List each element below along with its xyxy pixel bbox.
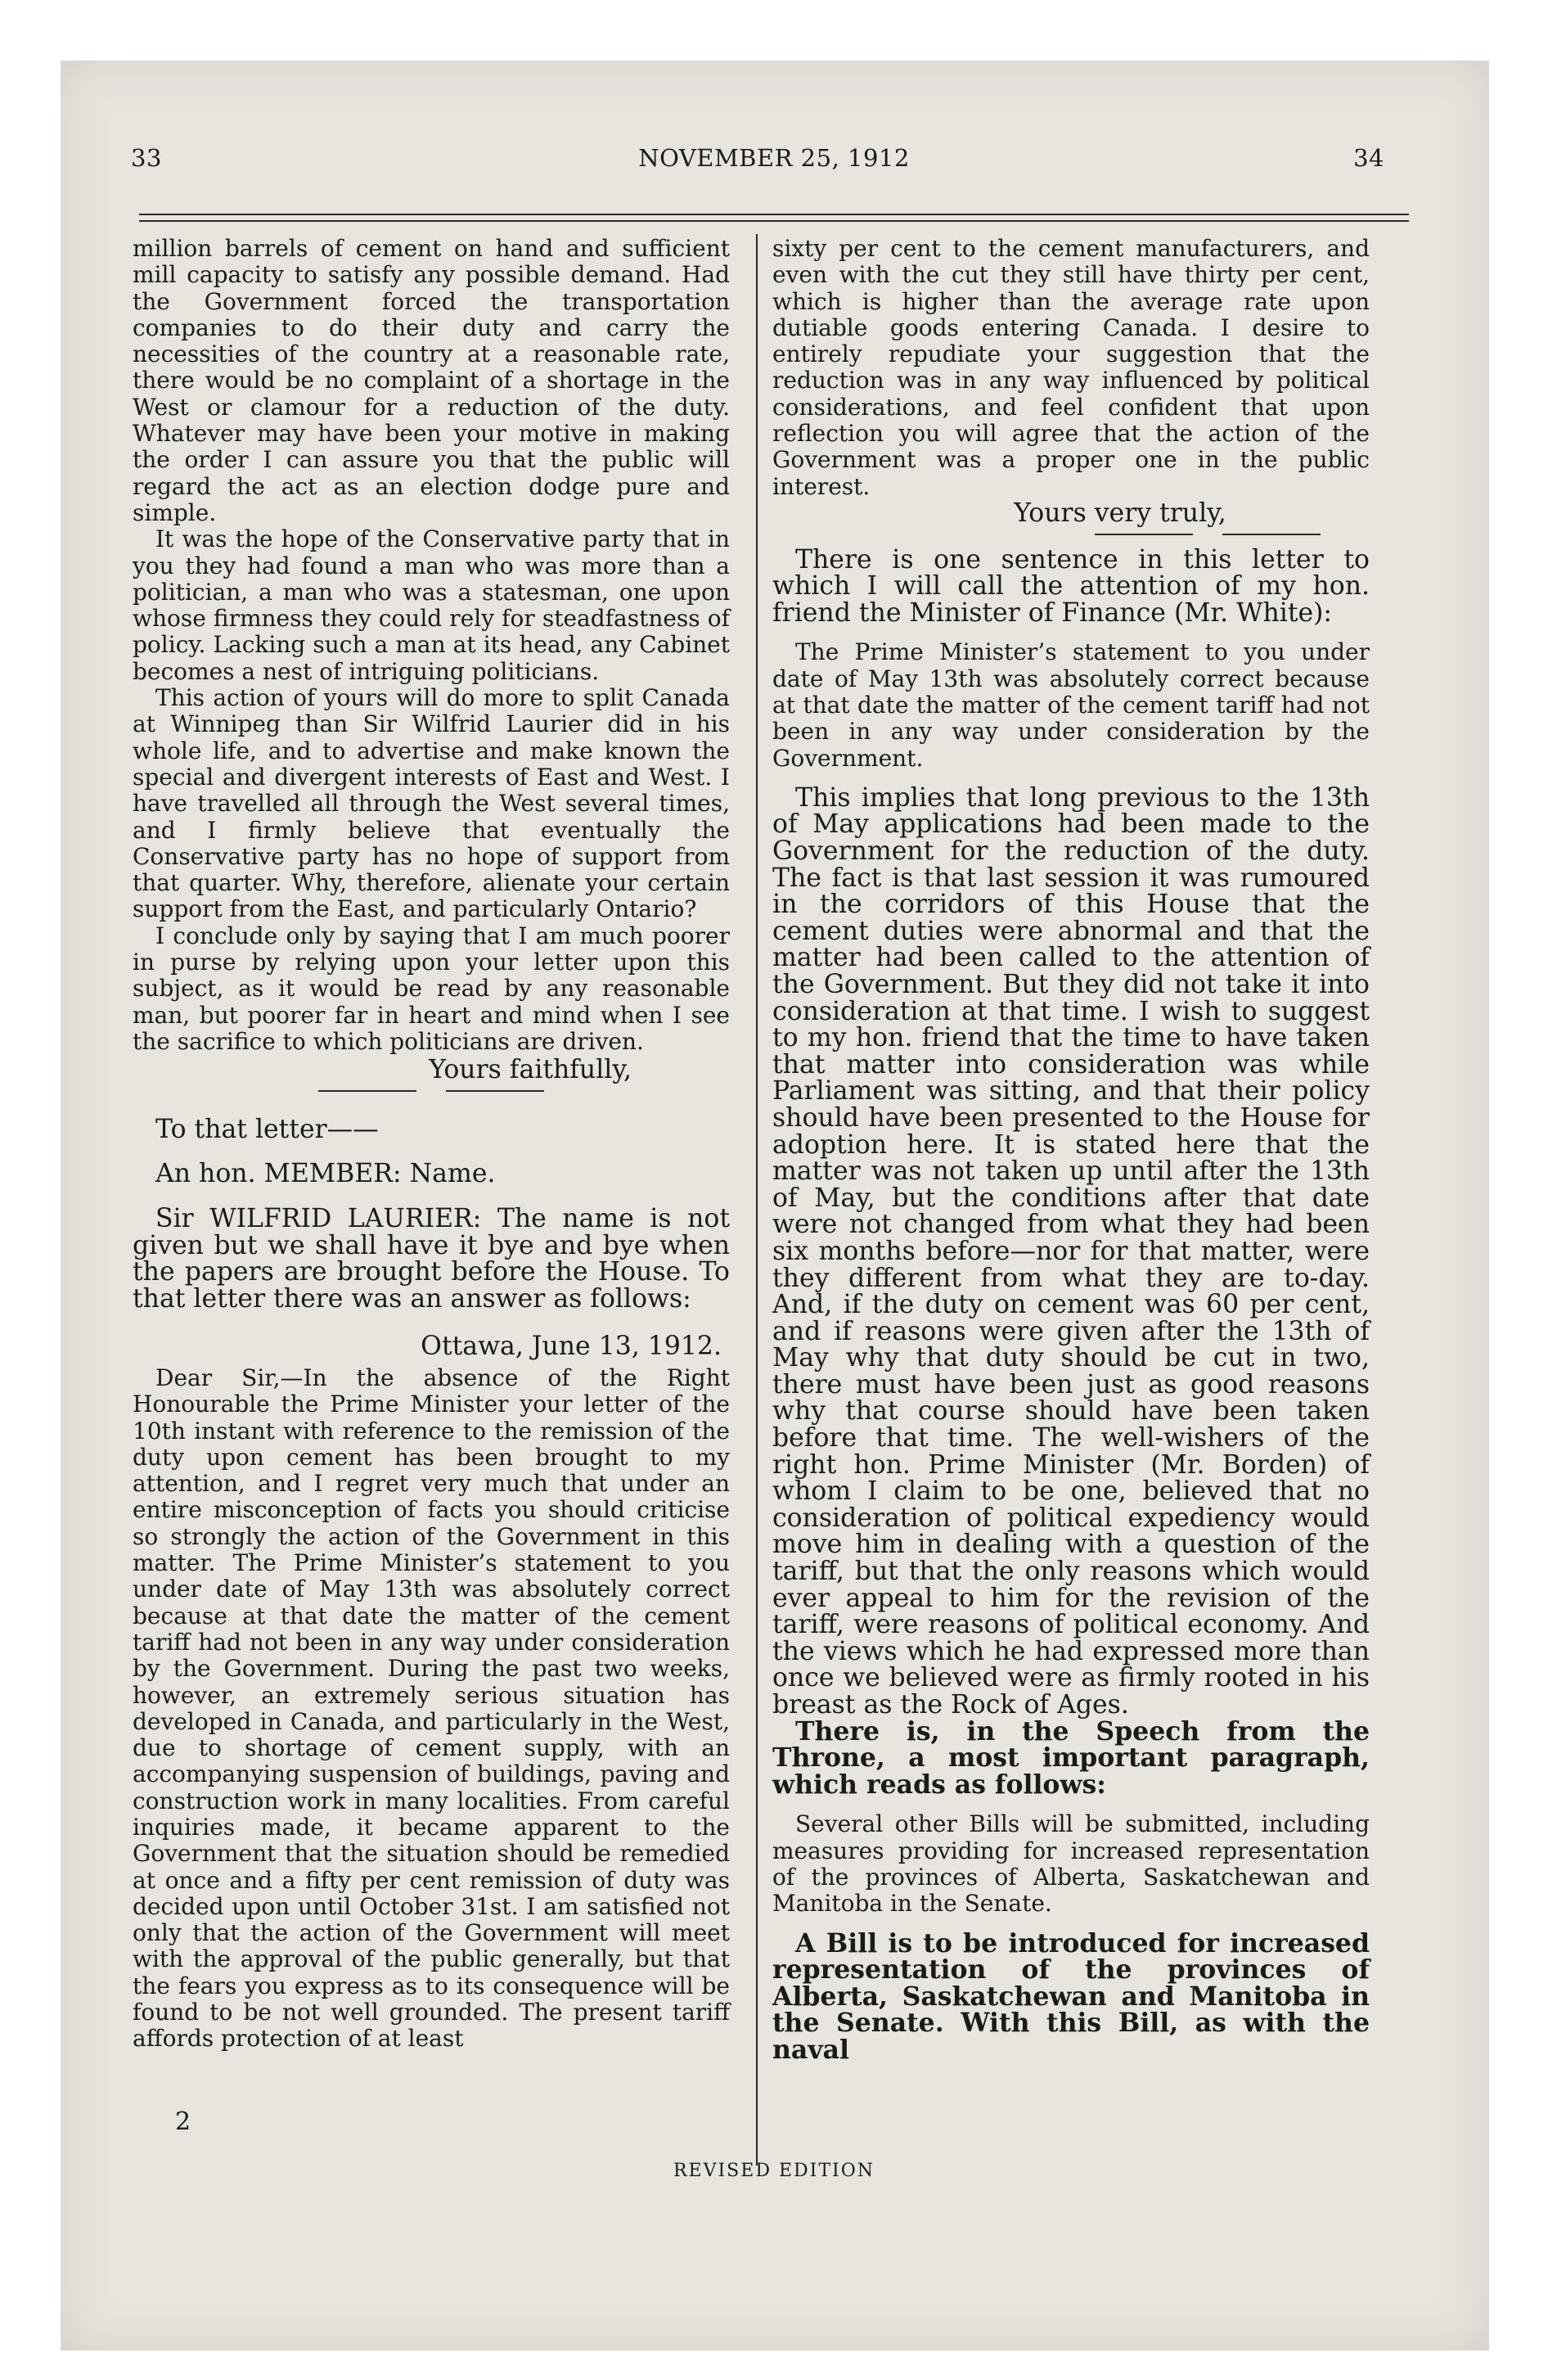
speech-paragraph: This implies that long previous to the 13th of May applications had been made to the Government for the reduction of the duty. The fact is that last session it was rumoured in the corridors of this House that the cement duties were abnormal and that the matter had been called to the attention of the Government. But they did not take it into consideration at that time. I wish to suggest to my hon. friend that the time to have taken that matter into consideration was while Parliament was sitting, and that their policy should have been presented to the House for adoption here. It is stated here that the matter was not taken up until after the 13th of May, but the conditions after that date were not changed from what they had been six months before—nor for that matter, were they different from what they are to-day. And, if the duty on cement was 60 per cent, and if reasons were given after the 13th of May why that duty should be cut in two, there must have been just as good reasons why that course should have been taken before that time. The well-wishers of the right hon. Prime Minister (Mr. Borden) of whom I claim to be one, believed that no consideration of political expediency would move him in dealing with a question of the tariff, but that the only reasons which would ever appeal to him for the revision of the tariff, were reasons of political economy. And the views which he had expressed more than once we believed were as firmly rooted in his breast as the Rock of Ages. [772,782,1370,1720]
quoted-passage: Several other Bills will be submitted, including measures providing for increased representation of the provinces of Alberta, Saskatchewan and Manitoba in the Senate. [772,1810,1370,1918]
letter-signoff: Yours very truly, [1014,498,1226,528]
quoted-passage: The Prime Minister’s statement to you under date of May 13th was absolutely correct because at that date the matter of the cement tariff had not been in any way under consideration by the Government. [772,638,1370,772]
separator [133,1090,730,1092]
page-number-left: 33 [131,144,162,172]
letter-paragraph: Dear Sir,—In the absence of the Right Honourable the Prime Minister your letter of the 10th instant with reference to the remission of the duty upon cement has been brought to my attention, and I regret very much that under an entire misconception of facts you should criticise so strongly the action of the Government in this matter. The Prime Minister’s statement to you under date of May 13th was absolutely correct because at that date the matter of the cement tariff had not been in any way under consideration by the Government. During the past two weeks, however, an extremely serious situation has developed in Canada, and particularly in the West, due to shortage of cement supply, with an accompanying suspension of buildings, paving and construction work in many localities. From careful inquiries made, it became apparent to the Government that the situation should be remedied at once and a fifty per cent remission of duty was decided upon until October 31st. I am satisfied not only that the action of the Government will meet with the approval of the public generally, but that the fears you express as to its consequence will be found to be not well grounded. The present tariff affords protection of at least [133,1364,730,2053]
page-date: NOVEMBER 25, 1912 [638,144,910,172]
header-rule-top [139,214,1409,215]
speech-paragraph: A Bill is to be introduced for increased representation of the provinces of Alberta, Saskatchewan and Manitoba in the Senate. With this Bill, as with the naval [772,1927,1370,2065]
letter-paragraph: I conclude only by saying that I am much poorer in purse by relying upon your letter upon this subject, as it would be read by any reasonable man, but poorer far in heart and mind when I see the sacrifice to which politicians are driven. [133,922,730,1055]
speech-paragraph: To that letter—— [155,1114,379,1144]
interjection: An hon. MEMBER: Name. [155,1159,496,1189]
speech-paragraph: There is, in the Speech from the Throne, a most important paragraph, which reads as follows: [772,1715,1370,1800]
letter-dateline: Ottawa, June 13, 1912. [421,1332,722,1362]
letter-paragraph: sixty per cent to the cement manufacturers, and even with the cut they still have thirty per cent, which is higher than the average rate upon dutiable goods entering Canada. I desire to entirely repudiate your suggestion that the reduction was in any way influenced by political considerations, and feel confident that upon reflection you will agree that the action of the Government was a proper one in the public interest. [772,235,1370,500]
letter-paragraph: This action of yours will do more to split Canada at Winnipeg than Sir Wilfrid Laurier did in his whole life, and to advertise and make known the special and divergent interests of East and West. I have travelled all through the West several times, and I firmly believe that eventually the Conservative party has no hope of support from that quarter. Why, therefore, alienate your certain support from the East, and particularly Ontario? [133,684,730,923]
right-column [772,236,1370,2064]
column-divider [756,234,758,2166]
letter-paragraph: It was the hope of the Conservative party that in you they had found a man who was more than a politician, a man who was a statesman, one upon whose firmness they could rely for steadfastness of policy. Lacking such a man at its head, any Cabinet becomes a nest of intriguing politicians. [133,525,730,685]
edition-label: REVISED EDITION [673,2161,875,2181]
speech-paragraph: Sir WILFRID LAURIER: The name is not given but we shall have it bye and bye when the papers are brought before the House. To that letter there was an answer as follows: [133,1203,730,1314]
separator [772,534,1370,535]
letter-paragraph: million barrels of cement on hand and sufficient mill capacity to satisfy any possible demand. Had the Government forced the transportation companies to do their duty and carry the necessities of the country at a reasonable rate, there would be no complaint of a shortage in the West or clamour for a reduction of the duty. Whatever may have been your motive in making the order I can assure you that the public will regard the act as an election dodge pure and simple. [133,235,730,526]
signature-mark: 2 [175,2107,191,2136]
left-column [133,236,730,2053]
page-number-right: 34 [1353,144,1384,172]
letter-signoff: Yours faithfully, [429,1055,632,1085]
header-rule-bottom [139,220,1409,222]
speech-paragraph: There is one sentence in this letter to which I will call the attention of my hon. friend the Minister of Finance (Mr. White): [772,544,1370,628]
